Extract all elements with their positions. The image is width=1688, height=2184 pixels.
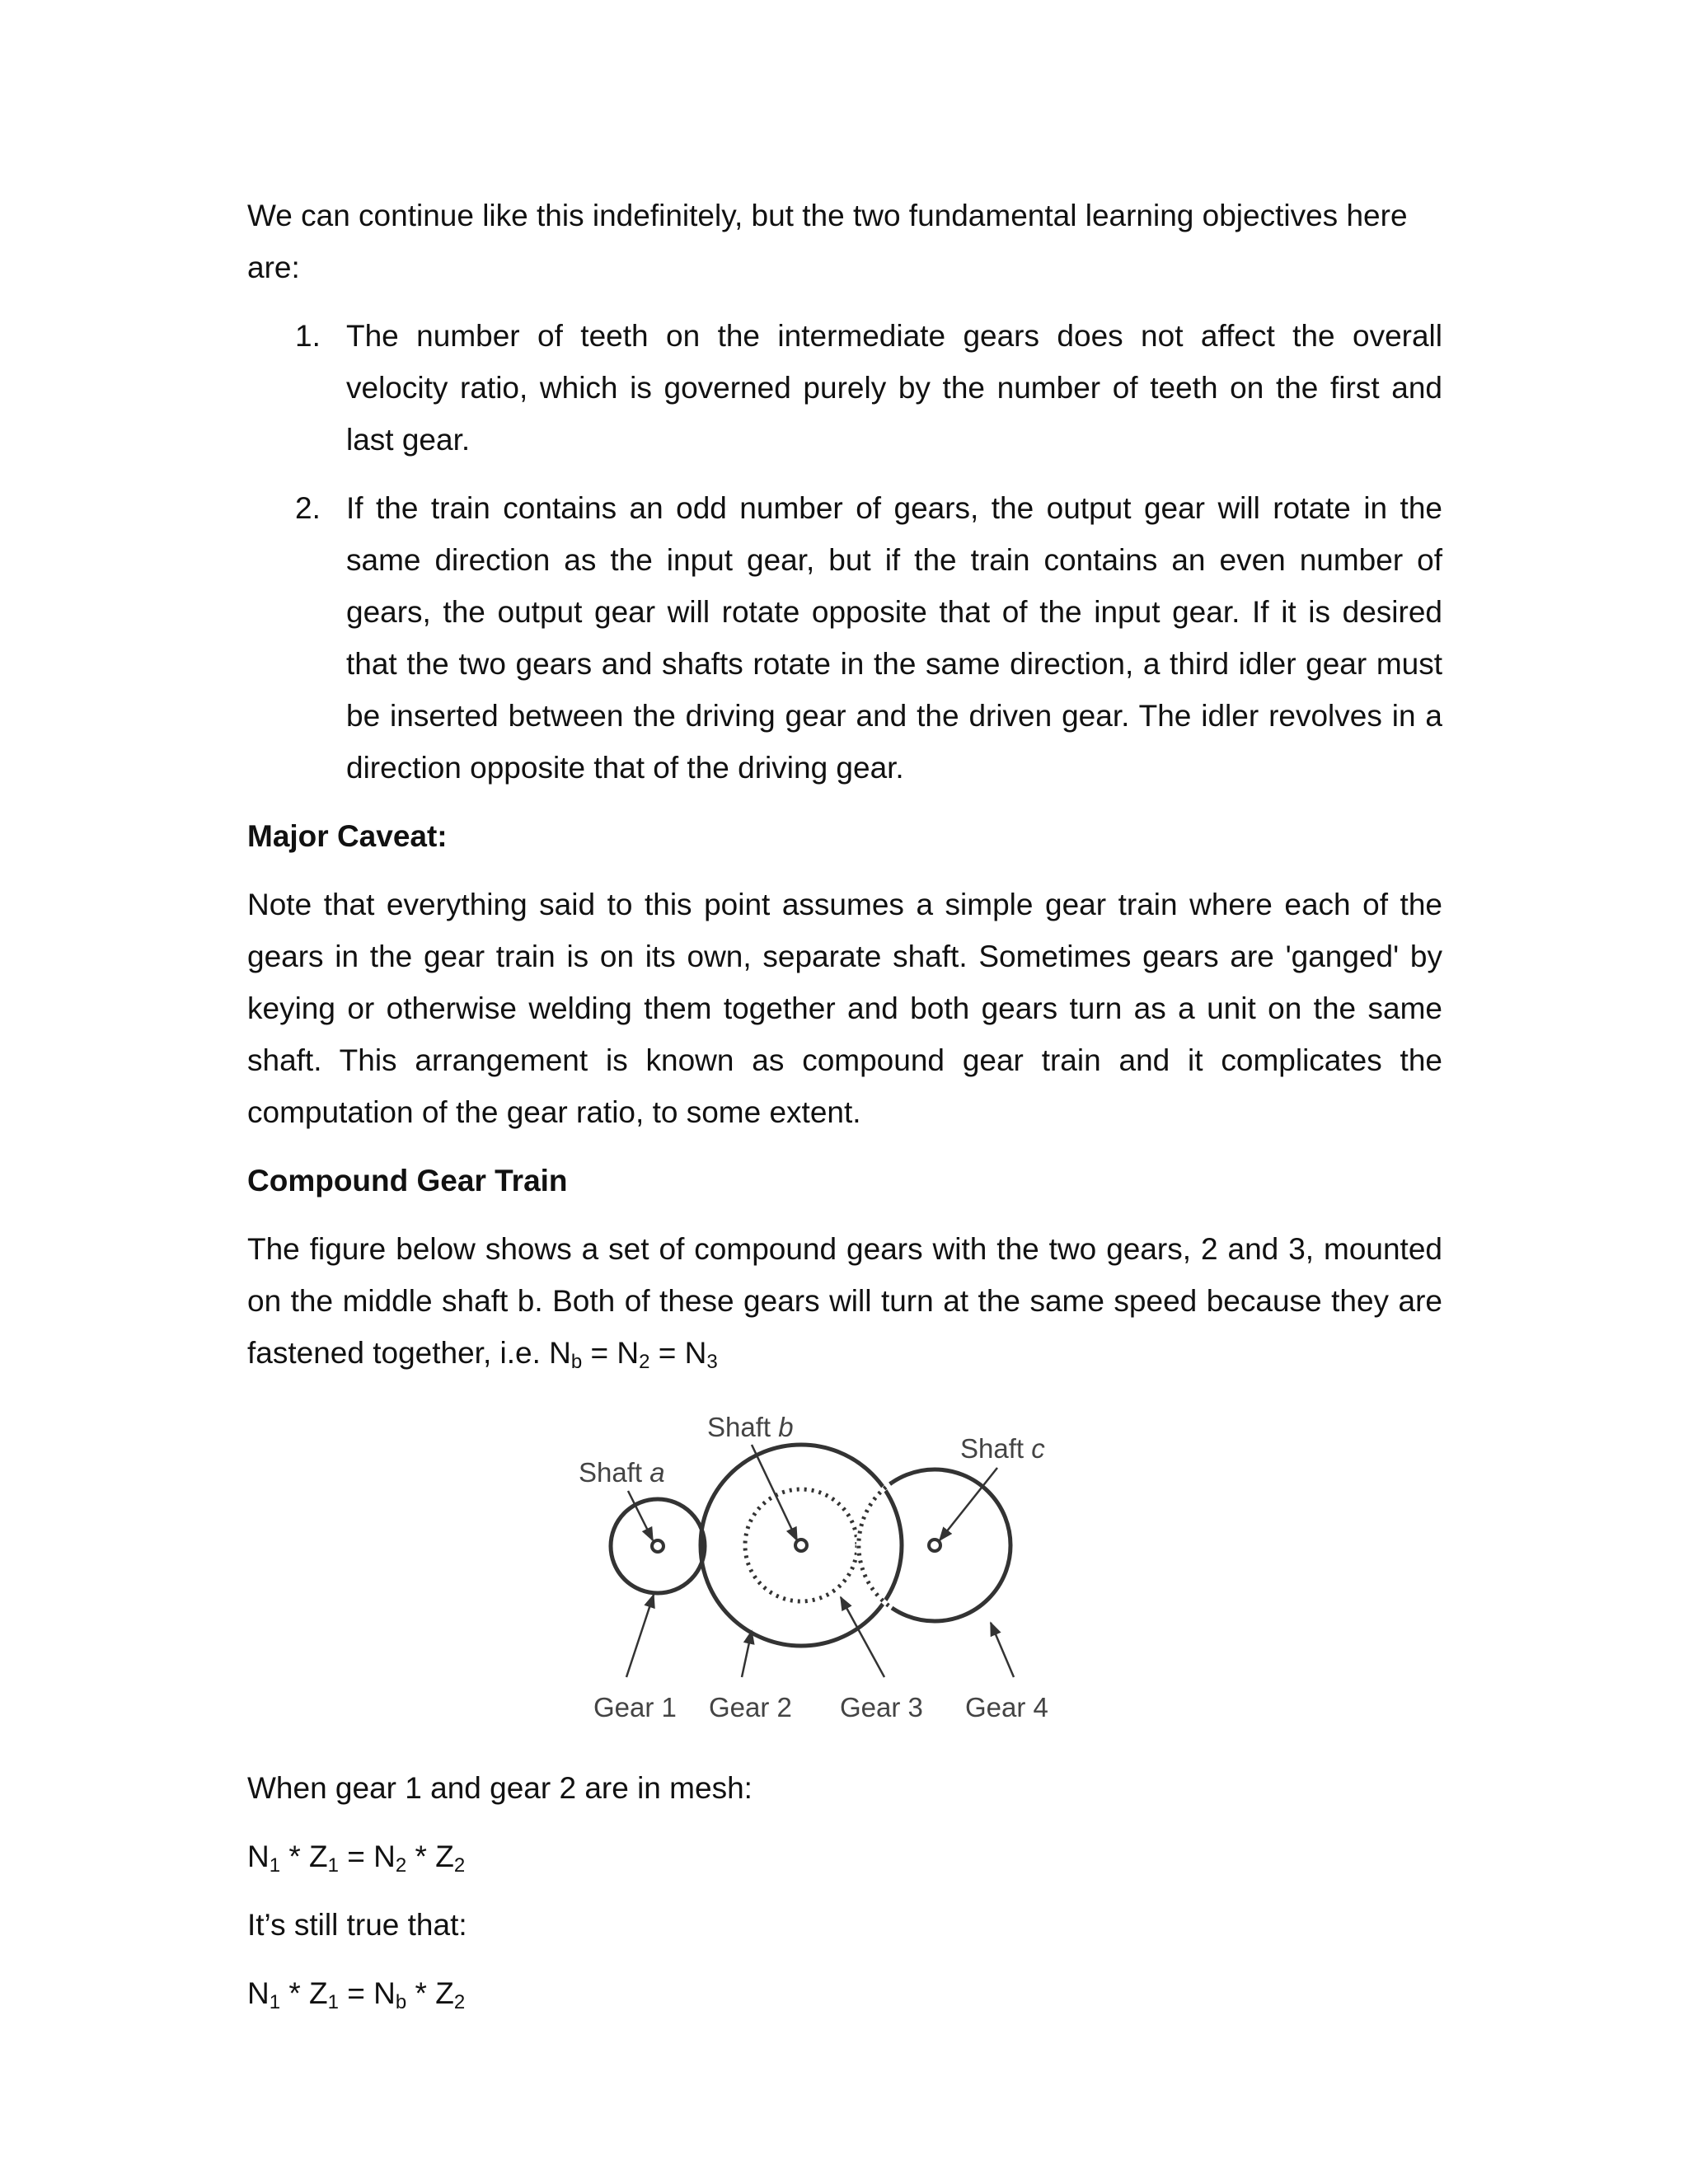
gear-3-label: Gear 3 <box>840 1692 923 1722</box>
intro-paragraph: We can continue like this indefinitely, but the two fundamental learning objectives here are: <box>247 199 1408 284</box>
compound-heading: Compound Gear Train <box>247 1164 568 1197</box>
compound-paragraph <box>247 1223 1442 1379</box>
gear-1-label: Gear 1 <box>593 1692 677 1722</box>
document-page <box>247 190 1442 2036</box>
list-item <box>247 310 1442 466</box>
shaft-c-hub <box>929 1540 940 1551</box>
shaft-c-label: Shaft c <box>960 1433 1045 1464</box>
gear-4-hidden-arc <box>859 1483 892 1608</box>
gear-1-arrow <box>626 1595 654 1677</box>
list-item <box>247 482 1442 794</box>
shaft-equation: $N_1 * Z_1 = N_b * Z_2$ <box>247 1976 466 2013</box>
shaft-b-hub <box>795 1540 807 1551</box>
list-item-number: 1. <box>295 319 321 353</box>
mesh-equation: $N_1 * Z_1 = N_2 * Z_2$ <box>247 1840 466 1877</box>
gear-2-label: Gear 2 <box>709 1692 792 1722</box>
objectives-list <box>247 310 1442 794</box>
list-item-text: If the train contains an odd number of gears, the output gear will rotate in the same direction as the input gear, but if the train contains an even number of gears, the output gear will rotate opposite that of the input gear. If it is desired that the two gears and shafts rotate in the same direction, a third idler gear must be inserted between the driving gear and the driven gear. The idler revolves in a direction opposite that of the driving gear. <box>346 491 1442 785</box>
speed-equation: $N_b = N_2 = N_3$ <box>549 1336 718 1373</box>
compound-gear-figure <box>247 1395 1442 1741</box>
shaft-b-label: Shaft b <box>707 1412 794 1442</box>
gear-4-arrow <box>991 1623 1014 1677</box>
gear-3-circle <box>745 1489 857 1601</box>
gear-diagram <box>569 1395 1096 1741</box>
shaft-b-arrow <box>752 1445 797 1540</box>
shaft-a-hub <box>652 1540 663 1552</box>
still-true-paragraph: It’s still true that: <box>247 1908 467 1942</box>
compound-text: The figure below shows a set of compound gears with the two gears, 2 and 3, mounted on the middle shaft b. Both of these gears will turn at the same speed because they are fastened together, i.e. <box>247 1232 1442 1370</box>
list-item-text: The number of teeth on the intermediate gears does not affect the overall velocity ratio, which is governed purely by the number of teeth on the first and last gear. <box>346 319 1442 457</box>
list-item-number: 2. <box>295 491 321 525</box>
caveat-paragraph: Note that everything said to this point assumes a simple gear train where each of the gears in the gear train is on its own, separate shaft. Sometimes gears are 'ganged' by keying or otherwise welding them together and both gears turn as a unit on the same shaft. This arrangement is known as compound gear train and it complicates the computation of the gear ratio, to some extent. <box>247 888 1442 1129</box>
mesh-paragraph: When gear 1 and gear 2 are in mesh: <box>247 1771 753 1805</box>
gear-4-label: Gear 4 <box>965 1692 1048 1722</box>
gear-2-circle <box>701 1445 902 1646</box>
gear-1-circle <box>611 1499 705 1593</box>
shaft-a-label: Shaft a <box>579 1457 665 1488</box>
caveat-heading: Major Caveat: <box>247 819 448 853</box>
gear-2-arrow <box>742 1631 752 1677</box>
